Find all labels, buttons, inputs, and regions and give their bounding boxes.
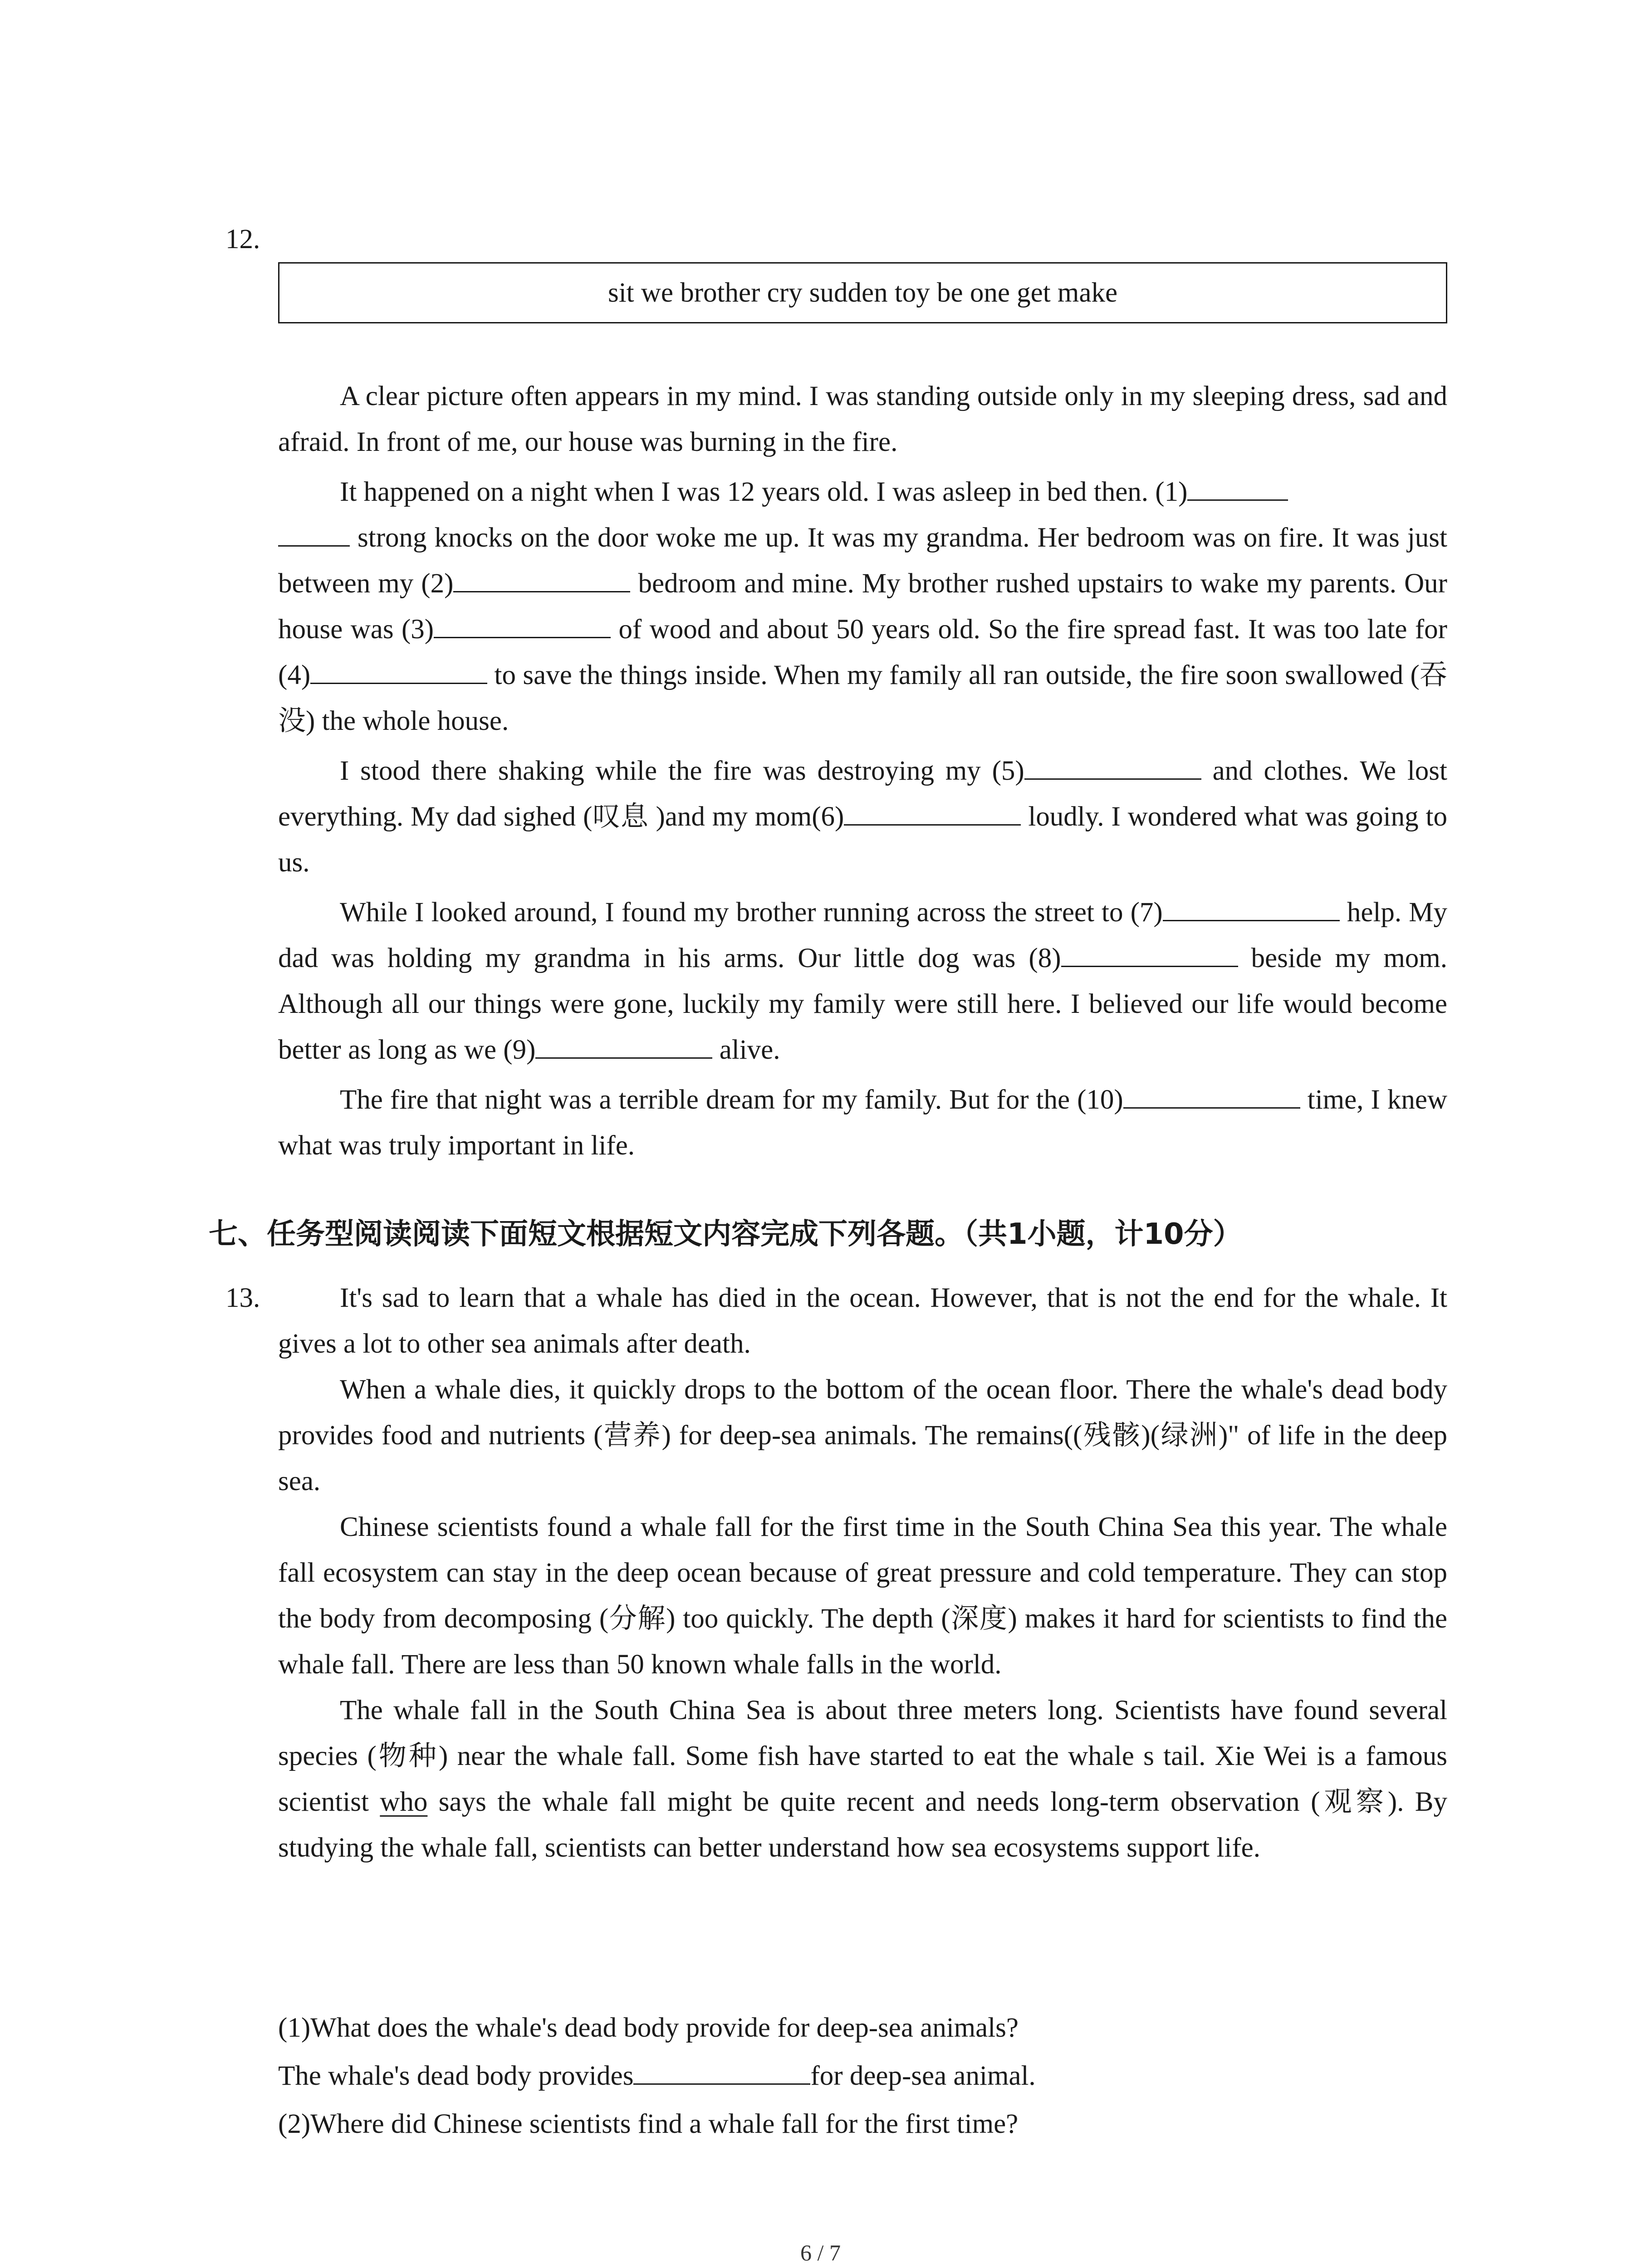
- question-13-subquestions: [278, 2004, 1447, 2148]
- underlined-word: who: [380, 1787, 428, 1817]
- paragraph-text: While I looked around, I found my brother running across the street to (7): [340, 897, 1163, 928]
- passage-paragraph-1: It's sad to learn that a whale has died in the ocean. However, that is not the end for the whale. It gives a lot to other sea animals after death.: [278, 1283, 1447, 1359]
- blank-8[interactable]: [1061, 938, 1238, 967]
- passage-paragraph-3: [278, 748, 1447, 885]
- answer-blank-1[interactable]: [633, 2055, 810, 2085]
- paragraph-text: The whale fall in the South China Sea is about three meters long. Scientists have found several species (物种) near the whale fall. Some fish have started to eat the whale s tail. Xie Wei is a famous scientist: [278, 1695, 1447, 1817]
- paragraph-text: The fire that night was a terrible dream for my family. But for the (10): [340, 1085, 1123, 1115]
- passage-paragraph-5: [278, 1077, 1447, 1168]
- answer-suffix: for deep-sea animal.: [810, 2061, 1036, 2091]
- paragraph-text: help. My dad was holding my grandma in his arms. Our little dog was (8): [278, 897, 1448, 973]
- question-13-passage: [278, 1275, 1447, 1871]
- answer-prefix: The whale's dead body provides: [278, 2061, 634, 2091]
- paragraph-text: to save the things inside. When my family all ran outside, the fire soon swallowed (吞没) the whole house.: [278, 660, 1447, 736]
- blank-1[interactable]: [1187, 471, 1288, 501]
- passage-paragraph-4: [278, 890, 1447, 1073]
- paragraph-text: loudly. I wondered what was going to us.: [278, 802, 1447, 878]
- paragraph-text: of wood and about 50 years old. So the fire spread fast. It was too late for (4): [278, 614, 1447, 690]
- question-12-passage: [278, 373, 1447, 1173]
- word-box-text: sit we brother cry sudden toy be one get make: [607, 278, 1118, 308]
- blank-2[interactable]: [453, 563, 630, 592]
- paragraph-text: time, I knew what was truly important in life.: [278, 1085, 1447, 1161]
- question-12-number: 12.: [225, 224, 260, 254]
- passage-paragraph-4: [278, 1687, 1447, 1871]
- answer-line-1: [278, 2052, 1447, 2100]
- paragraph-text: beside my mom. Although all our things were gone, luckily my family were still here. I believed our life would become better as long as we (9): [278, 943, 1447, 1065]
- page-number: 6 / 7: [800, 2240, 841, 2265]
- blank-3[interactable]: [434, 609, 611, 638]
- section-7-heading: 七、任务型阅读阅读下面短文根据短文内容完成下列各题。（共1小题，计10分）: [209, 1217, 1242, 1251]
- passage-paragraph-3: Chinese scientists found a whale fall for the first time in the South China Sea this year. The whale fall ecosystem can stay in the deep ocean because of great pressure and cold temperature. They can stop the body from decomposing (分解) too quickly. The depth (深度) makes it hard for scientists to find the whale fall. There are less than 50 known whale falls in the world.: [278, 1512, 1447, 1680]
- paragraph-text: It happened on a night when I was 12 years old. I was asleep in bed then. (1): [340, 477, 1188, 507]
- blank-7[interactable]: [1163, 892, 1340, 921]
- passage-paragraph-2: When a whale dies, it quickly drops to the bottom of the ocean floor. There the whale's dead body provides food and nutrients (营养) for deep-sea animals. The remains((残骸)(绿洲)" of life in the deep sea.: [278, 1374, 1447, 1496]
- paragraph-text: alive.: [712, 1035, 780, 1065]
- subquestion-2: (2)Where did Chinese scientists find a whale fall for the first time?: [278, 2109, 1019, 2139]
- blank-5[interactable]: [1024, 750, 1201, 780]
- blank-10[interactable]: [1123, 1079, 1300, 1109]
- blank-6[interactable]: [844, 796, 1021, 826]
- passage-paragraph-2: [278, 469, 1447, 744]
- question-13-number: 13.: [225, 1283, 260, 1313]
- blank-9[interactable]: [535, 1029, 712, 1059]
- word-box: [278, 262, 1447, 323]
- passage-paragraph-1: A clear picture often appears in my mind. I was standing outside only in my sleeping dress, sad and afraid. In front of me, our house was burning in the fire.: [278, 381, 1447, 457]
- paragraph-text: strong knocks on the door woke me up. It was my grandma. Her bedroom was on fire. It was just between my (2): [278, 523, 1447, 599]
- paragraph-text: says the whale fall might be quite recent and needs long-term observation (观察). By studying the whale fall, scientists can better understand how sea ecosystems support life.: [278, 1787, 1447, 1863]
- subquestion-1: (1)What does the whale's dead body provide for deep-sea animals?: [278, 2013, 1019, 2043]
- blank-1-continued[interactable]: [278, 517, 350, 547]
- paragraph-text: and clothes. We lost everything. My dad sighed (叹息 )and my mom(6): [278, 756, 1447, 832]
- paragraph-text: I stood there shaking while the fire was destroying my (5): [340, 756, 1024, 786]
- blank-4[interactable]: [310, 655, 487, 684]
- paragraph-text: bedroom and mine. My brother rushed upstairs to wake my parents. Our house was (3): [278, 568, 1447, 645]
